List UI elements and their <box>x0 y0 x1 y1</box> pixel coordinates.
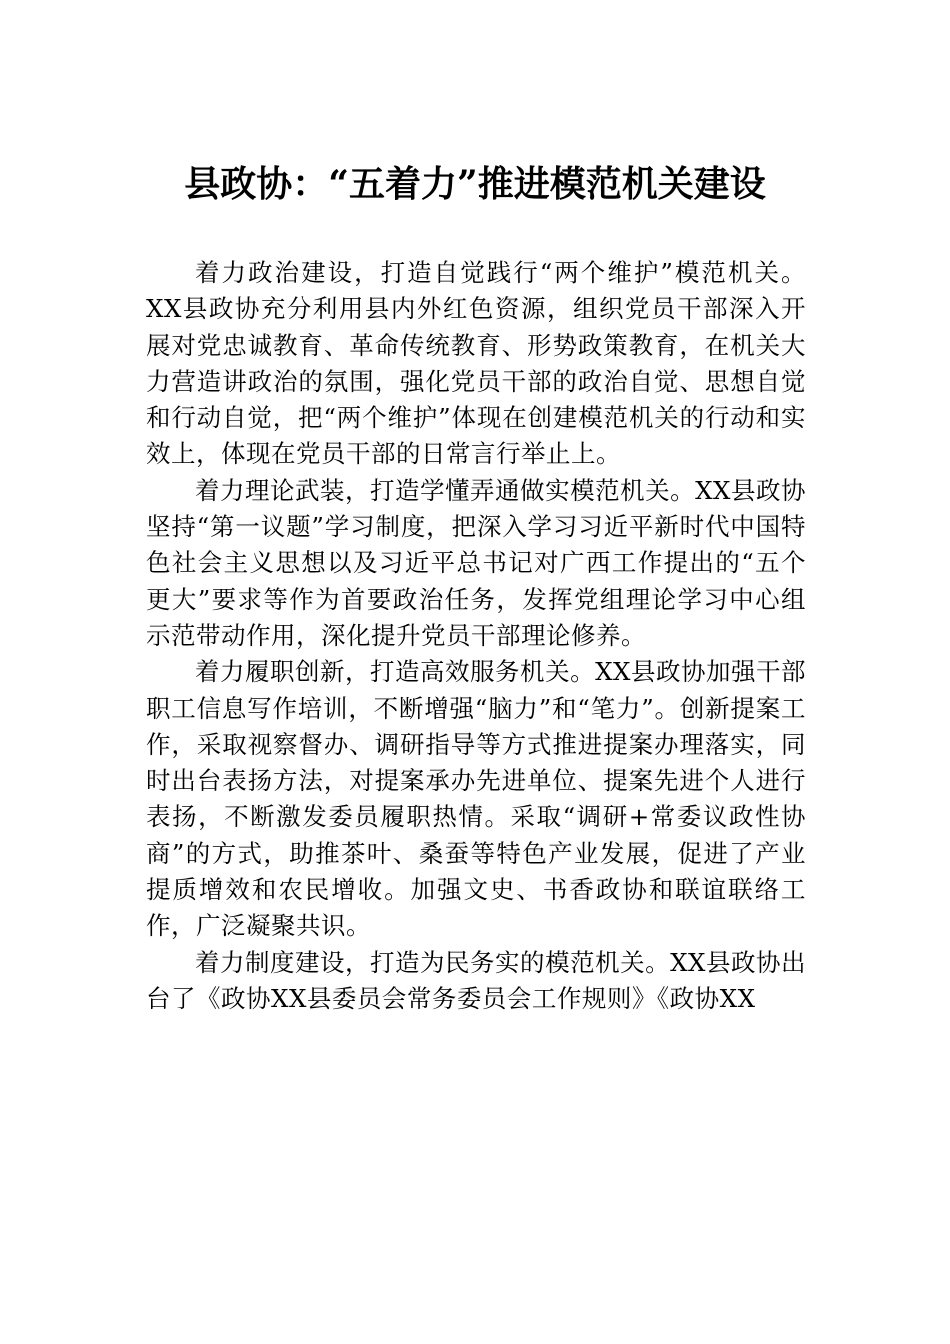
paragraph-theory-arming: 着力理论武装，打造学懂弄通做实模范机关。XX县政协坚持“第一议题”学习制度，把深入学习习近平新时代中国特色社会主义思想以及习近平总书记对广西工作提出的“五个更大”要求等作为首要政治任务，发挥党组理论学习中心组示范带动作用，深化提升党员干部理论修养。 <box>146 475 806 650</box>
paragraph-system-building: 着力制度建设，打造为民务实的模范机关。XX县政协出台了《政协XX县委员会常务委员会工作规则》《政协XX <box>146 947 806 1013</box>
paragraph-political-building: 着力政治建设，打造自觉践行“两个维护”模范机关。XX县政协充分利用县内外红色资源，组织党员干部深入开展对党忠诚教育、革命传统教育、形势政策教育，在机关大力营造讲政治的氛围，强化党员干部的政治自觉、思想自觉和行动自觉，把“两个维护”体现在创建模范机关的行动和实效上，体现在党员干部的日常言行举止上。 <box>146 258 806 469</box>
paragraph-duty-innovation: 着力履职创新，打造高效服务机关。XX县政协加强干部职工信息写作培训，不断增强“脑力”和“笔力”。创新提案工作，采取视察督办、调研指导等方式推进提案办理落实，同时出台表扬方法，对提案承办先进单位、提案先进个人进行表扬，不断激发委员履职热情。采取“调研+常委议政性协商”的方式，助推茶叶、桑蚕等特色产业发展，促进了产业提质增效和农民增收。加强文史、书香政协和联谊联络工作，广泛凝聚共识。 <box>146 657 806 941</box>
document-title: 县政协：“五着力”推进模范机关建设 <box>184 163 766 205</box>
document-body <box>146 255 806 1017</box>
